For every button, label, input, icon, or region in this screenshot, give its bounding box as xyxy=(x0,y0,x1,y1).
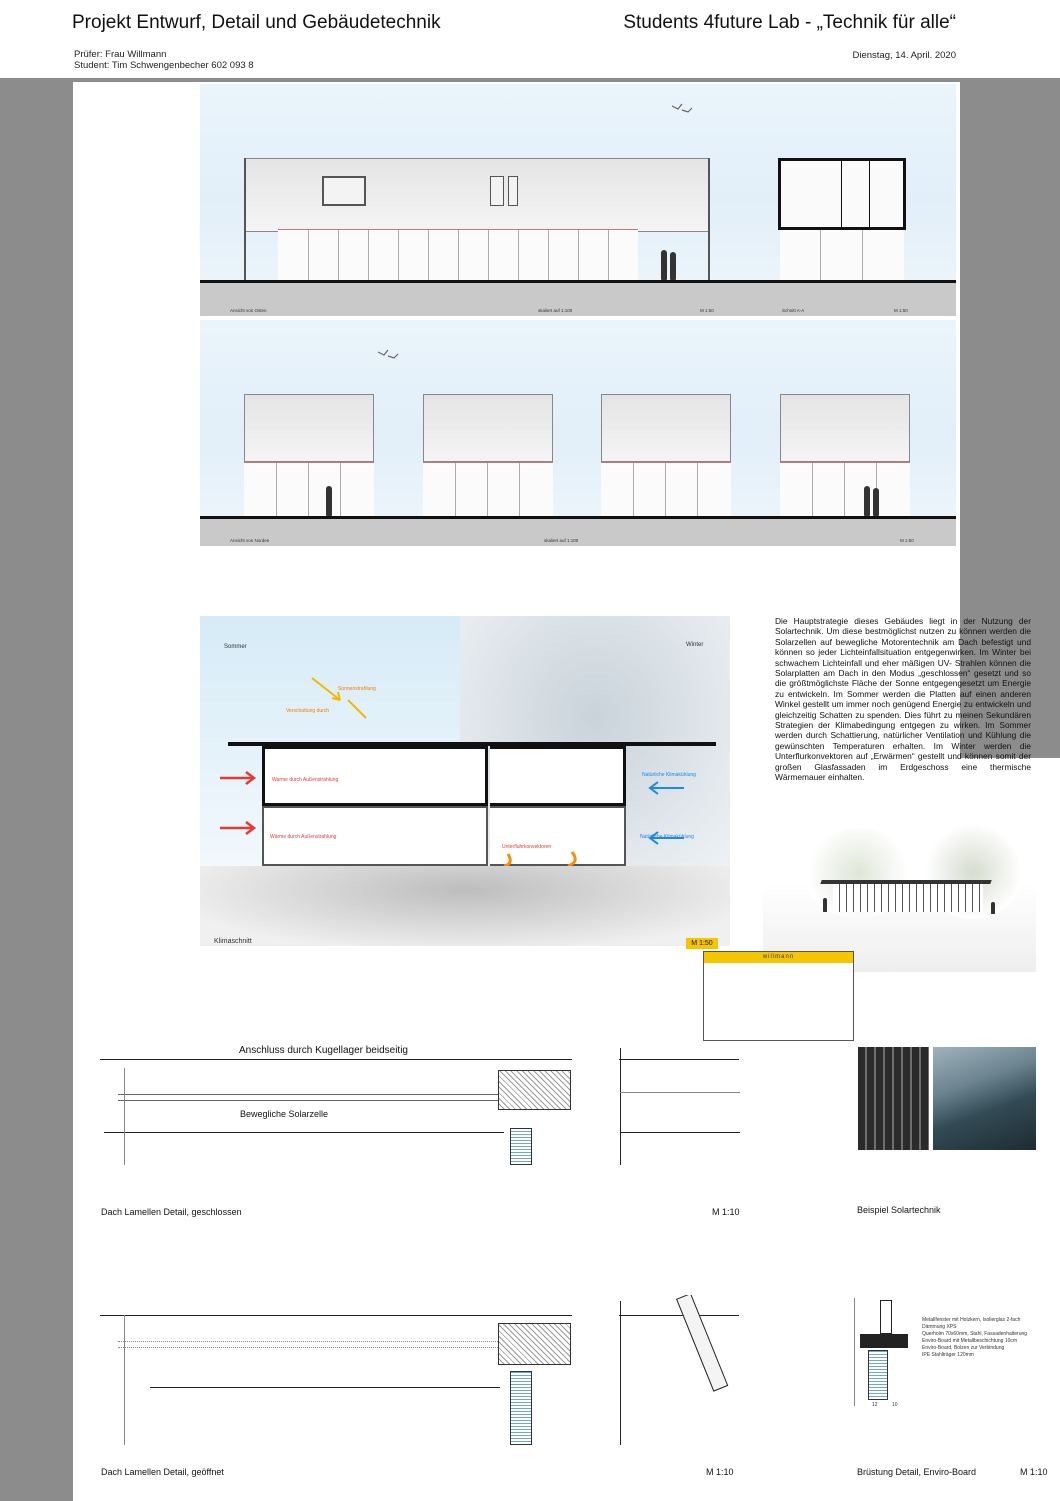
climate-note: Natürliche Klimakühlung xyxy=(640,834,694,840)
east-window xyxy=(508,176,518,206)
top-frame xyxy=(73,78,960,82)
view-label: Ansicht von Osten xyxy=(230,308,267,313)
drawing-line xyxy=(620,1301,621,1445)
east-ground-glazing xyxy=(278,229,638,280)
parapet-scale: M 1:10 xyxy=(1020,1467,1048,1477)
solar-photo-1 xyxy=(858,1047,929,1150)
birds-icon xyxy=(670,98,696,118)
climate-section-panel xyxy=(200,616,730,946)
person-figure xyxy=(326,486,332,516)
section-label: Schnitt A-A xyxy=(782,308,805,313)
drawing-line xyxy=(620,1048,621,1165)
elevation-north-panel xyxy=(200,320,956,546)
title-block-band: willmann xyxy=(704,952,853,963)
steel-beam xyxy=(860,1334,908,1348)
roof-insulation-hatch xyxy=(498,1070,571,1110)
wall-hatch xyxy=(510,1371,532,1445)
north-glazing-2 xyxy=(423,462,553,516)
birds-icon xyxy=(376,344,402,364)
scale-badge: M 1:50 xyxy=(686,938,718,949)
solar-photo-2 xyxy=(933,1047,1036,1150)
parapet-note: Enviro-Board, Bolzen zur Verbindung xyxy=(922,1345,1005,1351)
wall-hatch xyxy=(510,1128,532,1165)
upper-floor-section xyxy=(490,746,626,806)
summer-label: Sommer xyxy=(224,644,247,650)
heat-arrow-icon xyxy=(220,766,260,846)
drawing-line xyxy=(620,1132,740,1133)
north-glazing-1 xyxy=(244,462,374,516)
detail-closed-drawing xyxy=(96,1040,741,1165)
section-scale: M 1:50 xyxy=(894,308,908,313)
north-glazing-3 xyxy=(601,462,731,516)
detail-open-drawing xyxy=(96,1295,741,1445)
person-figure xyxy=(670,252,676,280)
drawing-line xyxy=(124,1315,125,1445)
east-upper-floor xyxy=(244,158,710,232)
scale-note: skaliert auf 1:100 xyxy=(544,538,579,543)
title-block xyxy=(703,951,854,1041)
detail-closed-caption: Dach Lamellen Detail, geschlossen xyxy=(101,1207,242,1217)
east-window xyxy=(490,176,504,206)
connection-heading: Anschluss durch Kugellager beidseitig xyxy=(239,1045,408,1056)
climate-note: Unterfluhrkonvektoren xyxy=(502,844,552,850)
sun-ray-arrow-icon xyxy=(346,698,376,724)
person-figure xyxy=(864,486,870,516)
person-figure xyxy=(873,488,879,516)
cool-arrow-icon xyxy=(646,776,686,856)
climate-note: Natürliche Klimakühlung xyxy=(642,772,696,778)
climate-section-label: Klimaschnitt xyxy=(214,938,252,945)
tilted-solar-panel xyxy=(676,1295,728,1392)
detail-open-caption: Dach Lamellen Detail, geöffnet xyxy=(101,1467,224,1477)
student-line: Student: Tim Schwengenbecher 602 093 8 xyxy=(74,60,254,71)
window-frame xyxy=(880,1300,892,1334)
detail-open-scale: M 1:10 xyxy=(706,1467,734,1477)
north-glazing-4 xyxy=(780,462,910,516)
drawing-line xyxy=(104,1132,504,1133)
page-header xyxy=(0,0,1060,78)
north-module-4 xyxy=(780,394,910,462)
drawing-line xyxy=(124,1068,125,1165)
dimension: 12 xyxy=(872,1402,878,1408)
north-module-2 xyxy=(423,394,553,462)
wall-hatch xyxy=(868,1350,888,1400)
column xyxy=(708,158,710,280)
drawing-line xyxy=(619,1059,739,1060)
elevation-east-panel xyxy=(200,84,956,316)
scale-label: M 1:50 xyxy=(700,308,714,313)
parapet-note: IPE Stahlträger 120mm xyxy=(922,1352,974,1358)
ground-fill xyxy=(200,283,956,316)
drawing-line xyxy=(118,1094,498,1095)
view-label: Ansicht von Norden xyxy=(230,538,270,543)
drawing-line xyxy=(619,1315,739,1316)
solar-example-caption: Beispiel Solartechnik xyxy=(857,1205,941,1215)
climate-note: Verschattung durch xyxy=(286,708,330,714)
north-module-1 xyxy=(244,394,374,462)
lab-title: Students 4future Lab - „Technik für alle“ xyxy=(623,12,956,33)
north-module-3 xyxy=(601,394,731,462)
examiner-line: Prüfer: Frau Willmann xyxy=(74,49,167,60)
drawing-line xyxy=(854,1298,855,1406)
solar-cell-label: Bewegliche Solarzelle xyxy=(240,1109,329,1119)
section-ground-glazing xyxy=(780,230,904,280)
climate-note: Warme durch Außenstrahlung xyxy=(272,777,339,783)
ground-soil xyxy=(200,866,730,946)
east-window xyxy=(322,176,366,206)
project-description: Die Hauptstrategie dieses Gebäudes liegt in der Nutzung der Solartechnik. Um diese bestmöglichst nutzen zu können werden die Solarzellen auf bewegliche Motorentechnik am Dach befestigt und können so jeder Lichteinfallsituation entgegenwirken. Im Winter bei schwachem Lichteinfall und eher mäßigen UV- Strahlen können die Solarplatten am Dach in den Modus „geschlossen“ gesetzt und so die größtmöglichste Fläche der Sonne entgegengesetzt um Energie zu entwickeln. Im Sommer werden die Platten auf einen anderen Winkel gestellt um immer noch genügend Energie zu entwickeln und gleichzeitig Schatten zu spenden. Dies führt zu meinen Sekundären Strategien der Klimabedingung entgegen zu wirken. Im Sommer werden durch Schattierung, natürlicher Ventilation und Kühlung die gewünschten Temperaturen erhalten. Im Winter werden die Unterflurkonvektoren auf „Erwärmen“ gestellt und können somit der großen Glasfassaden im Erdgeschoss eine thermische Wärmemauer einhalten. xyxy=(775,616,1031,783)
parapet-caption: Brüstung Detail, Enviro-Board xyxy=(857,1467,977,1477)
perspective-sketch xyxy=(763,822,1036,972)
dimension: 10 xyxy=(892,1402,898,1408)
parapet-note: Enviro-Board mit Metallbeschichtung 10cm xyxy=(922,1338,1018,1344)
date-line: Dienstag, 14. April. 2020 xyxy=(852,50,956,61)
drawing-line xyxy=(100,1059,572,1060)
winter-label: Winter xyxy=(686,642,704,648)
project-title: Projekt Entwurf, Detail und Gebäudetechnik xyxy=(72,12,441,33)
drawing-line xyxy=(620,1092,740,1093)
person-figure xyxy=(661,250,667,280)
climate-note: Sonnenstrahlung xyxy=(338,686,376,692)
parapet-detail-drawing xyxy=(850,1298,1045,1413)
drawing-line xyxy=(100,1315,572,1316)
roof-insulation-hatch xyxy=(498,1323,571,1365)
detail-closed-scale: M 1:10 xyxy=(712,1207,740,1217)
scale-note: skaliert auf 1:100 xyxy=(538,308,573,313)
left-frame xyxy=(0,78,73,1501)
parapet-note: Dämmung XPS xyxy=(922,1324,957,1330)
drawing-line xyxy=(118,1100,498,1101)
climate-note: Wärme durch Außenstrahlung xyxy=(270,834,337,840)
drawing-line xyxy=(118,1341,498,1342)
section-upper-floor xyxy=(778,158,906,230)
scale-label: M 1:50 xyxy=(900,538,914,543)
parapet-note: Metallfenster mit Holzkern, Isolierglas 2-fach xyxy=(922,1317,1021,1323)
drawing-line xyxy=(118,1347,498,1348)
upper-floor-section xyxy=(262,746,488,806)
drawing-line xyxy=(150,1387,500,1388)
column xyxy=(244,158,246,280)
parapet-note: Querholm 70x60mm, Stahl, Fassadenhalterung xyxy=(922,1331,1028,1337)
